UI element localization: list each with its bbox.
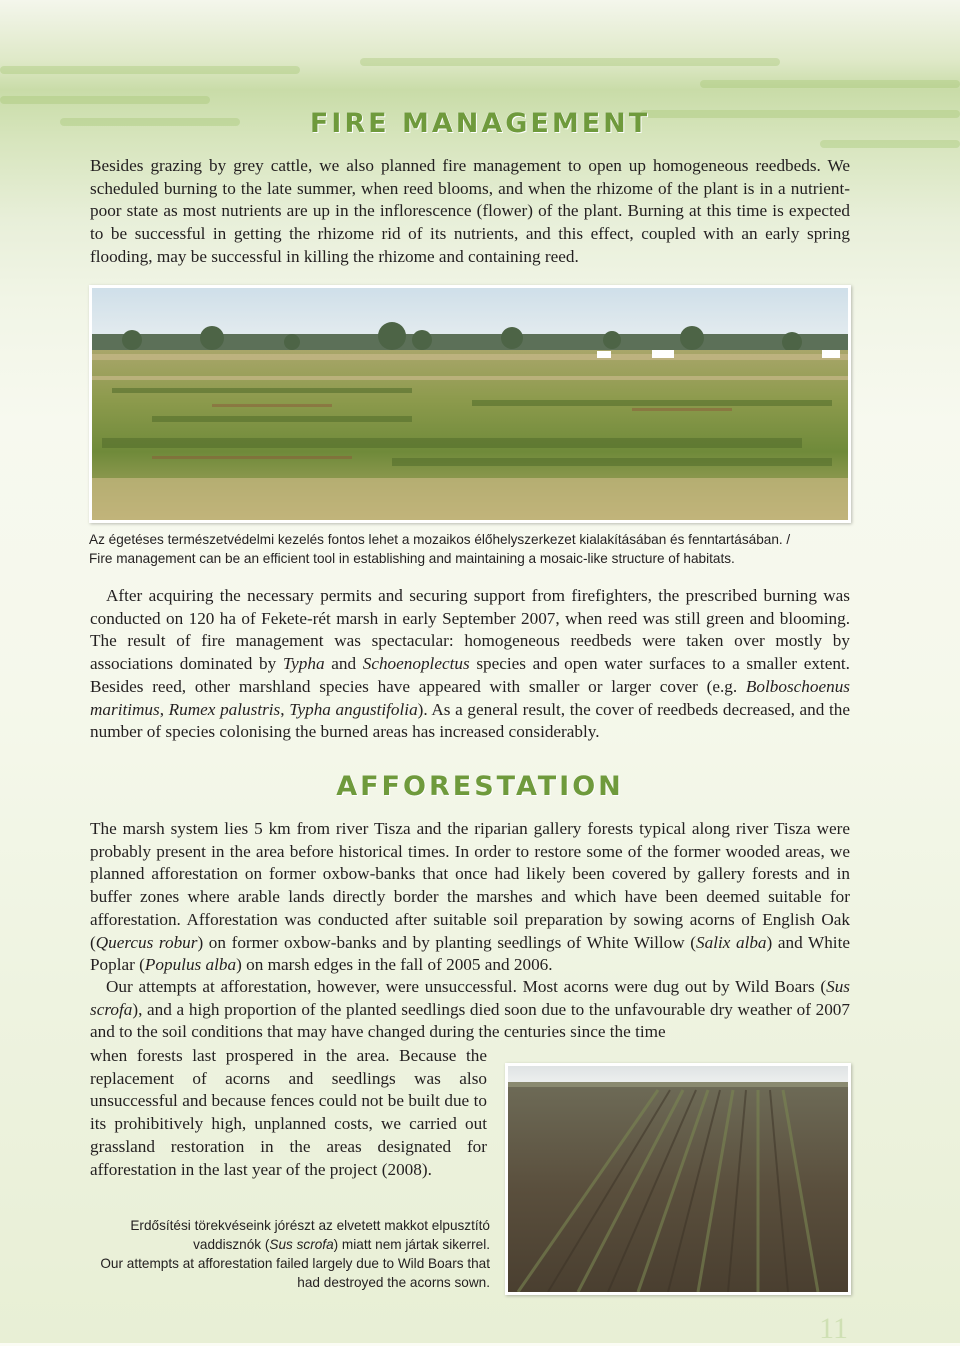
fire-paragraph-2: After acquiring the necessary permits and securing support from firefighters, the prescribed burning was conducted on 120 ha of Fekete-rét marsh in early September 2007, when reed was still green and blooming. The result of fire management was spectacular: homogeneous reedbeds were taken over mostly by associations dominated by Typha and Schoenoplectus species and open water surfaces to a smaller extent. Besides reed, other marshland species have appeared with smaller or larger cover (e.g. Bolboschoenus maritimus, Rumex palustris, Typha angustifolia). As a general result, the cover of reedbeds decreased, and the number of species colonising the burned areas has increased considerably.	[90, 586, 851, 742]
afforestation-paragraph-2: Our attempts at afforestation, however, were unsuccessful. Most acorns were dug out by Wild Boars (Sus scrofa), and a high proportion of the planted seedlings died soon due to the unfavourable dry weather of 2007 and to the soil conditions that may have changed during the centuries since the time	[90, 977, 850, 1042]
fire-paragraph-1: Besides grazing by grey cattle, we also planned fire management to open up homogeneous reedbeds. We scheduled burning to the late summer, when reed blooms, and when the rhizome of the plant is in a nutrient-poor state as most nutrients are up in the inflorescence (flower) of the plant. Burning at this time is expected to be successful in getting the rhizome rid of its nutrients, and this effect, coupled with an early spring flooding, may be successful in killing the rhizome and containing reed.	[90, 156, 850, 266]
marsh-landscape-photo	[89, 285, 851, 523]
afforestation-paragraph-1: The marsh system lies 5 km from river Tisza and the riparian gallery forests typical along river Tisza were probably present in the area before historical times. In order to restore some of the former wooded areas, we planned afforestation on former oxbow-banks that once had likely been covered by gallery forests and in buffer zones where arable lands directly border the marshes and which have been deemed suitable for afforestation. Afforestation was conducted after suitable soil preparation by sowing acorns of English Oak (Quercus robur) on former oxbow-banks and by planting seedlings of White Willow (Salix alba) and White Poplar (Populus alba) on marsh edges in the fall of 2005 and 2006.	[90, 819, 850, 975]
afforestation-caption-english: Our attempts at afforestation failed largely due to Wild Boars that had destroyed the acorns sown.	[100, 1256, 490, 1290]
fire-caption-english: Fire management can be an efficient tool in establishing and maintaining a mosaic-like structure of habitats.	[89, 551, 735, 566]
fire-caption-hungarian: Az égetéses természetvédelmi kezelés fontos lehet a mozaikos élőhelyszerkezet kialakításában és fenntartásában. /	[89, 532, 791, 547]
fire-photo-caption	[89, 530, 859, 568]
section-title-afforestation: AFFORESTATION	[336, 771, 624, 802]
afforestation-caption-hungarian: Erdősítési törekvéseink jórészt az elvetett makkot elpusztító vaddisznók (Sus scrofa) miatt nem jártak sikerrel.	[130, 1218, 490, 1252]
ploughed-field-photo	[505, 1063, 851, 1295]
ploughed-field-illustration	[508, 1066, 848, 1292]
marsh-landscape-illustration	[92, 288, 848, 520]
afforestation-paragraph-3: when forests last prospered in the area. Because the replacement of acorns and seedlings was also unsuccessful and because fences could not be built due to its prohibitively high, unplanned costs, we carried out grassland restoration in the areas designated for afforestation in the last year of the project (2008).	[90, 1046, 487, 1179]
section-title-fire-management: FIRE MANAGEMENT	[309, 108, 651, 139]
afforestation-photo-caption	[95, 1216, 490, 1292]
page-number: 11	[819, 1312, 848, 1345]
